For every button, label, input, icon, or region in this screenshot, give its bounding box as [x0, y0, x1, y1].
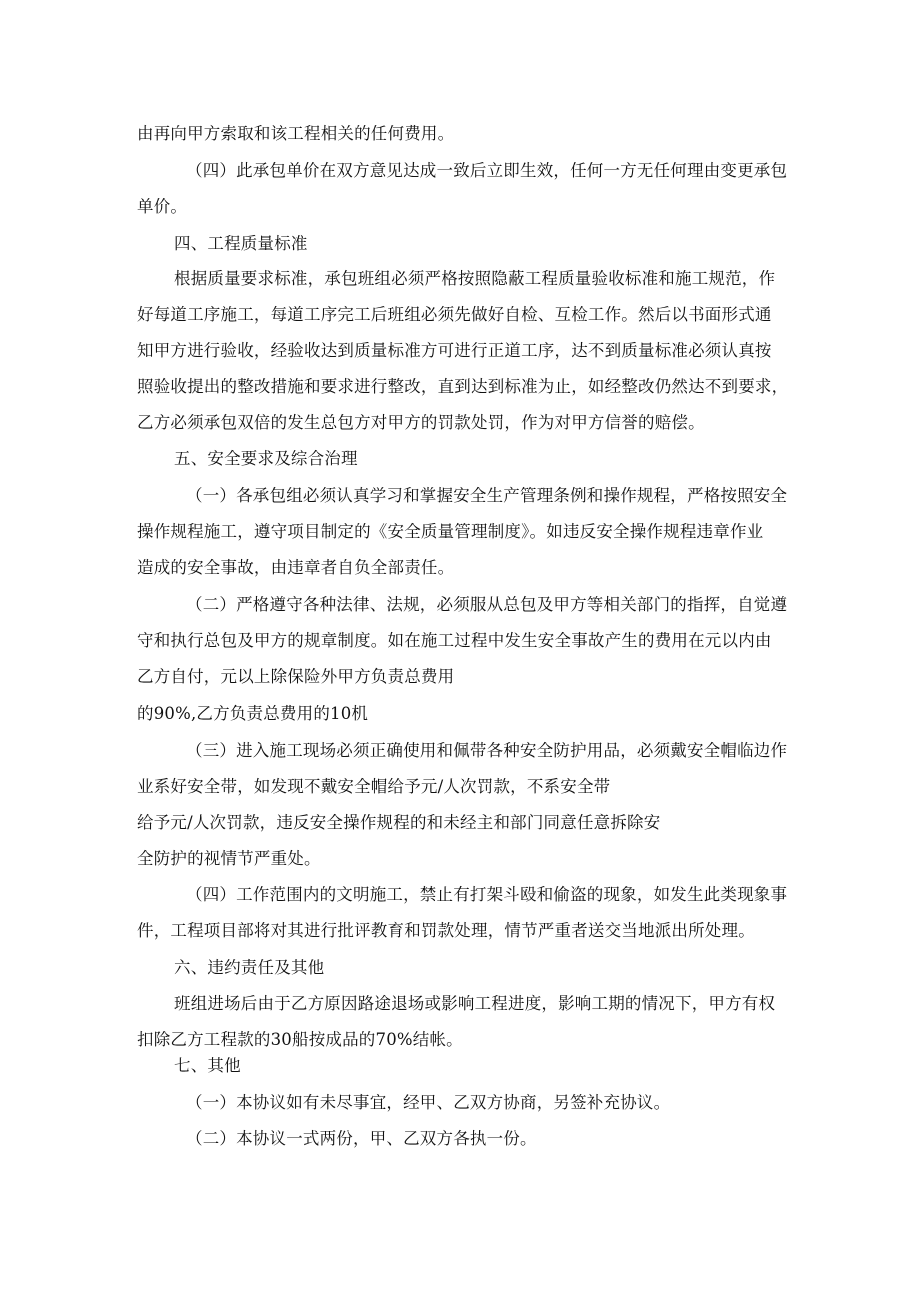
paragraph-line: （二）严格遵守各种法律、法规，必须服从总包及甲方等相关部门的指挥，自觉遵 — [186, 595, 788, 614]
section-heading: 四、工程质量标准 — [174, 234, 308, 253]
paragraph-line: 扣除乙方工程款的30船按成品的70%结帐。 — [137, 1030, 463, 1049]
section-heading: 五、安全要求及综合治理 — [174, 449, 358, 468]
paragraph-line: 给予元/人次罚款，违反安全操作规程的和未经主和部门同意任意拆除安 — [137, 813, 661, 832]
paragraph-line: （三）进入施工现场必须正确使用和佩带各种安全防护用品，必须戴安全帽临边作 — [186, 741, 788, 760]
paragraph-line: （四）工作范围内的文明施工，禁止有打架斗殴和偷盗的现象，如发生此类现象事 — [186, 885, 788, 904]
paragraph-line: 件，工程项目部将对其进行批评教育和罚款处理，情节严重者送交当地派出所处理。 — [137, 921, 755, 940]
paragraph-line: 照验收提出的整改措施和要求进行整改，直到达到标准为止，如经整改仍然达不到要求， — [137, 377, 789, 396]
paragraph-line: 好每道工序施工，每道工序完工后班组必须先做好自检、互检工作。然后以书面形式通 — [137, 305, 772, 324]
paragraph-line: 班组进场后由于乙方原因路途退场或影响工程进度，影响工期的情况下，甲方有权 — [174, 994, 776, 1013]
paragraph-line: 守和执行总包及甲方的规章制度。如在施工过程中发生安全事故产生的费用在元以内由 — [137, 631, 772, 650]
section-heading: 六、违约责任及其他 — [174, 958, 325, 977]
paragraph-line: （一）本协议如有未尽事宜，经甲、乙双方协商，另签补充协议。 — [186, 1093, 671, 1112]
paragraph-line: （四）此承包单价在双方意见达成一致后立即生效，任何一方无任何理由变更承包 — [186, 161, 788, 180]
paragraph-line: 乙方必须承包双倍的发生总包方对甲方的罚款处罚，作为对甲方信誉的赔偿。 — [137, 413, 705, 432]
paragraph-line: 操作规程施工，遵守项目制定的《安全质量管理制度》。如违反安全操作规程违章作业 — [137, 522, 764, 541]
paragraph-line: 乙方自付，元以上除保险外甲方负责总费用 — [137, 667, 455, 686]
paragraph-line: 造成的安全事故，由违章者自负全部责任。 — [137, 558, 455, 577]
paragraph-line: 由再向甲方索取和该工程相关的任何费用。 — [137, 124, 455, 143]
paragraph-line: 全防护的视情节严重处。 — [137, 849, 321, 868]
paragraph-line: （二）本协议一式两份，甲、乙双方各执一份。 — [186, 1129, 537, 1148]
paragraph-line: 知甲方进行验收，经验收达到质量标准方可进行正道工序，达不到质量标准必须认真按 — [137, 341, 772, 360]
paragraph-line: 的90%,乙方负责总费用的10机 — [137, 704, 369, 723]
section-heading: 七、其他 — [174, 1056, 241, 1075]
paragraph-line: 单价。 — [137, 197, 188, 216]
paragraph-line: （一）各承包组必须认真学习和掌握安全生产管理条例和操作规程，严格按照安全 — [186, 486, 788, 505]
paragraph-line: 根据质量要求标准，承包班组必须严格按照隐蔽工程质量验收标准和施工规范，作 — [174, 269, 776, 288]
paragraph-line: 业系好安全带，如发现不戴安全帽给予元/人次罚款，不系安全带 — [137, 777, 611, 796]
